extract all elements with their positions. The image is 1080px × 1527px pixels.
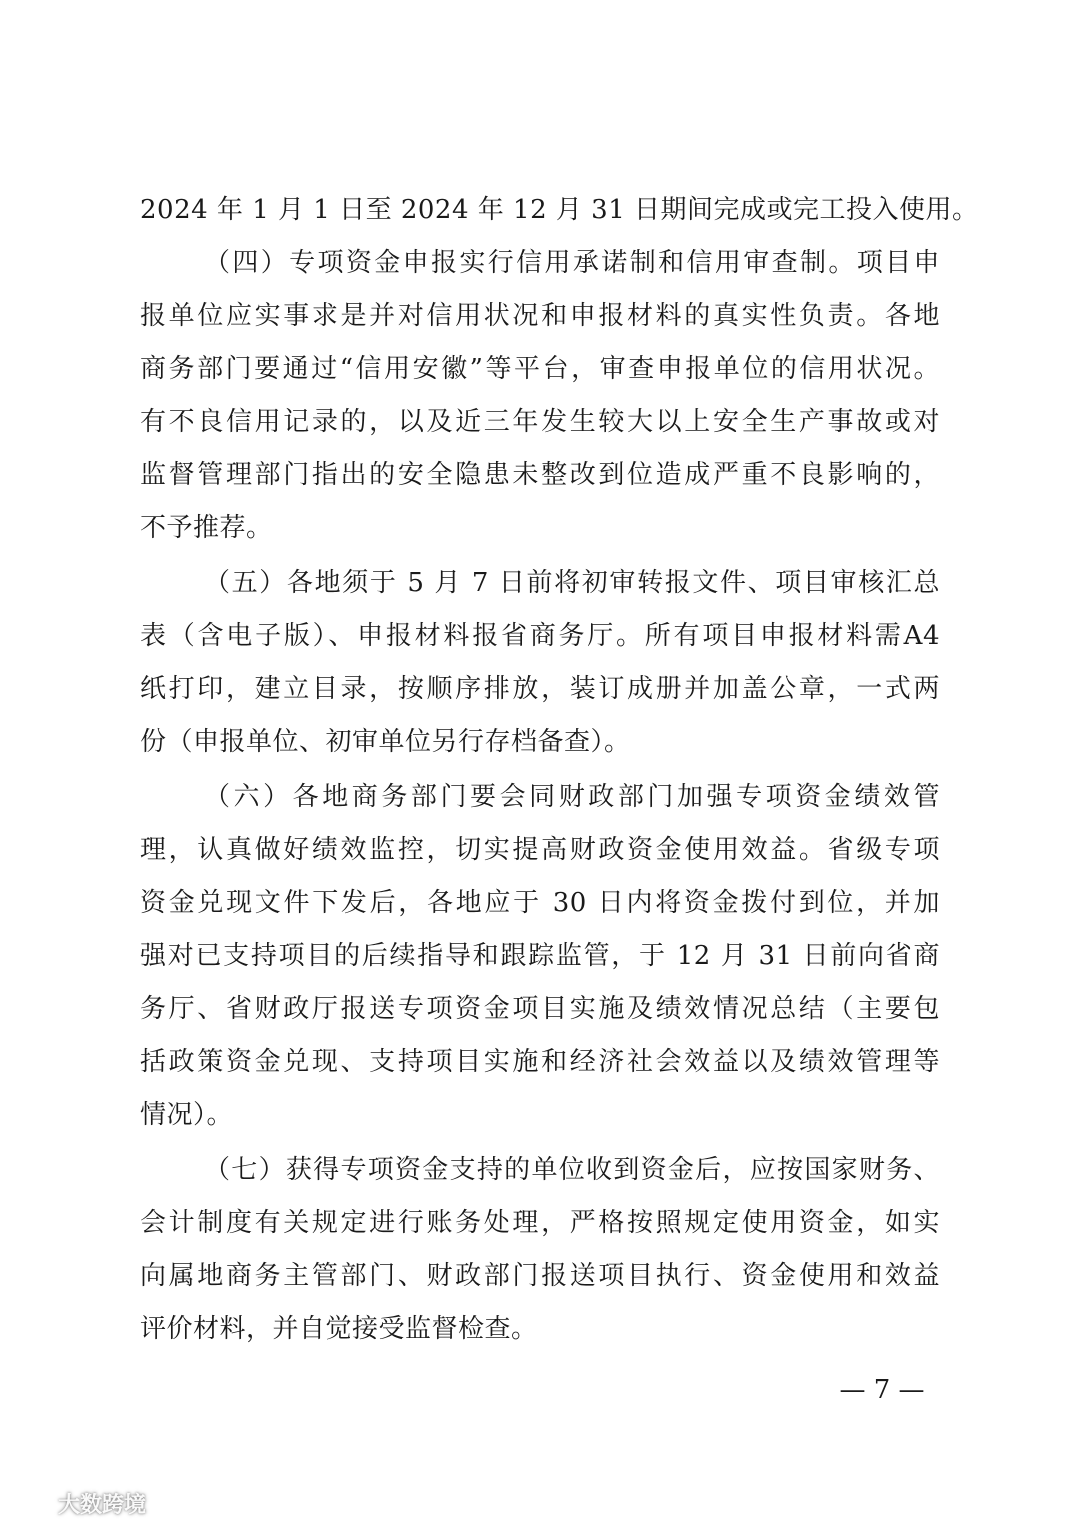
text-line: （七）获得专项资金支持的单位收到资金后，应按国家财务、 bbox=[204, 1155, 940, 1185]
text-line: 务厅、省财政厅报送专项资金项目实施及绩效情况总结（主要包 bbox=[140, 994, 940, 1024]
text-line: （五）各地须于 5 月 7 日前将初审转报文件、项目审核汇总 bbox=[204, 568, 940, 598]
text-line: 不予推荐。 bbox=[140, 513, 273, 543]
text-line: （六）各地商务部门要会同财政部门加强专项资金绩效管 bbox=[204, 782, 940, 812]
text-line: 商务部门要通过“信用安徽”等平台，审查申报单位的信用状况。 bbox=[140, 354, 940, 384]
text-line: 理，认真做好绩效监控，切实提高财政资金使用效益。省级专项 bbox=[140, 835, 940, 865]
text-line: 情况）。 bbox=[140, 1100, 234, 1130]
watermark-text: 大数跨境 bbox=[58, 1492, 147, 1518]
text-line: 资金兑现文件下发后，各地应于 30 日内将资金拨付到位，并加 bbox=[140, 888, 940, 918]
text-line: 监督管理部门指出的安全隐患未整改到位造成严重不良影响的， bbox=[140, 460, 940, 490]
text-line: 2024 年 1 月 1 日至 2024 年 12 月 31 日期间完成或完工投入使用。 bbox=[140, 195, 979, 225]
watermark bbox=[8, 1486, 146, 1520]
dashuju-logo-icon bbox=[8, 1489, 52, 1517]
text-line: 括政策资金兑现、支持项目实施和经济社会效益以及绩效管理等 bbox=[140, 1047, 940, 1077]
text-line: 份（申报单位、初审单位另行存档备查）。 bbox=[140, 727, 631, 757]
text-line: 向属地商务主管部门、财政部门报送项目执行、资金使用和效益 bbox=[140, 1261, 940, 1291]
text-line: 有不良信用记录的，以及近三年发生较大以上安全生产事故或对 bbox=[140, 407, 940, 437]
text-line: 表（含电子版）、申报材料报省商务厅。所有项目申报材料需A4 bbox=[140, 621, 940, 651]
text-line: 评价材料，并自觉接受监督检查。 bbox=[140, 1314, 538, 1344]
text-line: 纸打印，建立目录，按顺序排放，装订成册并加盖公章，一式两 bbox=[140, 674, 940, 704]
text-line: （四）专项资金申报实行信用承诺制和信用审查制。项目申 bbox=[204, 248, 940, 278]
text-line: 强对已支持项目的后续指导和跟踪监管，于 12 月 31 日前向省商 bbox=[140, 941, 940, 971]
text-line: 会计制度有关规定进行账务处理，严格按照规定使用资金，如实 bbox=[140, 1208, 940, 1238]
page-number: — 7 — bbox=[839, 1375, 925, 1405]
text-line: 报单位应实事求是并对信用状况和申报材料的真实性负责。各地 bbox=[140, 301, 940, 331]
